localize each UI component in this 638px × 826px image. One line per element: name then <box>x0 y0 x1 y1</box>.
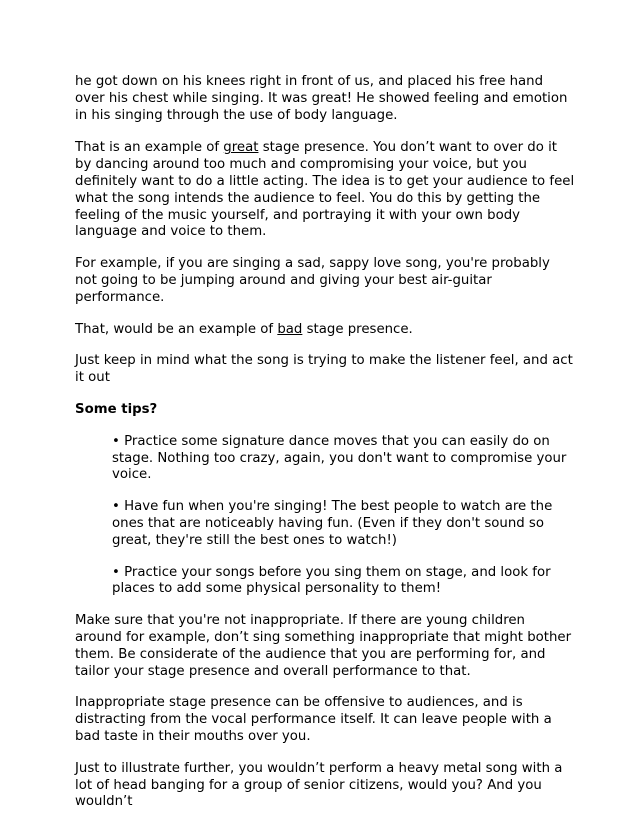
tip-item-dance-moves: • Practice some signature dance moves that you can easily do on stage. Nothing too crazy, again, you don't want to compromise your voice. <box>112 433 567 483</box>
text-run: That is an example of <box>75 140 224 156</box>
tips-list <box>112 434 576 598</box>
underlined-word-great: great <box>223 140 259 156</box>
tip-item-have-fun: • Have fun when you're singing! The best people to watch are the ones that are noticeably having fun. (Even if they don't sound so great, they're still the best ones to watch!) <box>112 499 553 548</box>
text-run: stage presence. You don’t want to over do it by dancing around too much and compromising your voice, but you definitely want to do a little acting. The idea is to get your audience to feel what the song intends the audience to feel. You do this by getting the feeling of the music yourself, and portraying it with your own body language and voice to them. <box>75 140 575 240</box>
tips-heading: Some tips? <box>75 401 158 417</box>
document-page <box>75 74 575 826</box>
paragraph-heavy-metal: Just to illustrate further, you wouldn’t perform a heavy metal song with a lot of head banging for a group of senior citizens, would you? And you wouldn’t <box>75 760 563 810</box>
paragraph-keep-in-mind: Just keep in mind what the song is trying to make the listener feel, and act it out <box>75 353 573 386</box>
paragraph-body-language: he got down on his knees right in front of us, and placed his free hand over his chest while singing. It was great! He showed feeling and emotion in his singing through the use of body language. <box>75 74 568 123</box>
text-run: That, would be an example of <box>75 321 278 337</box>
paragraph-bad-stage-presence <box>75 322 575 339</box>
paragraph-sad-love-song: For example, if you are singing a sad, sappy love song, you're probably not going to be jumping around and giving your best air-guitar performance. <box>75 256 550 305</box>
underlined-word-bad: bad <box>277 321 303 337</box>
paragraph-great-stage-presence <box>75 140 575 241</box>
text-run: stage presence. <box>302 321 413 337</box>
paragraph-offensive: Inappropriate stage presence can be offensive to audiences, and is distracting from the vocal performance itself. It can leave people with a bad taste in their mouths over you. <box>75 695 552 744</box>
paragraph-not-inappropriate: Make sure that you're not inappropriate. If there are young children around for example, don’t sing something inappropriate that might bother them. Be considerate of the audience that you are performing for, and tailor your stage presence and overall performance to that. <box>75 613 572 679</box>
tip-item-practice-songs: • Practice your songs before you sing them on stage, and look for places to add some physical personality to them! <box>112 564 551 597</box>
